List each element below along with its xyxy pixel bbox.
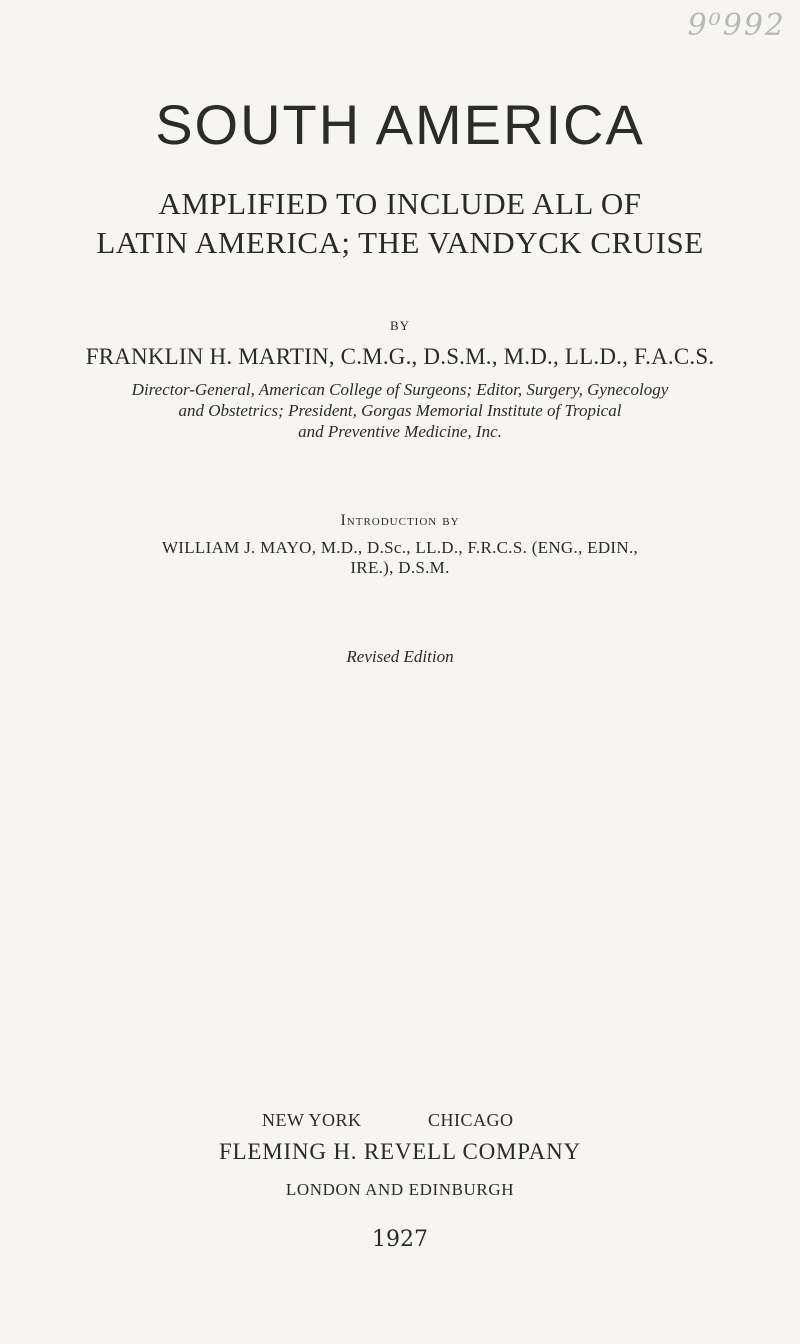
introduction-author-line-1: WILLIAM J. MAYO, M.D., D.Sc., LL.D., F.R.C.S. (ENG., EDIN.,: [161, 538, 639, 557]
author-credentials-line-2: and Obstetrics; President, Gorgas Memorial Institute of Tropical: [178, 401, 622, 420]
author-credentials-line-3: and Preventive Medicine, Inc.: [298, 422, 502, 441]
author-credentials-line-1: Director-General, American College of Surgeons; Editor, Surgery, Gynecology: [131, 380, 669, 399]
publisher-name: FLEMING H. REVELL COMPANY: [218, 1139, 582, 1164]
introduction-heading: Introduction by: [340, 512, 460, 529]
edition-label: Revised Edition: [346, 647, 454, 666]
by-label: BY: [389, 318, 411, 333]
subtitle-line-1: AMPLIFIED TO INCLUDE ALL OF: [158, 186, 642, 221]
imprint-city-chicago: CHICAGO: [428, 1110, 514, 1130]
introduction-author-line-2: IRE.), D.S.M.: [350, 558, 450, 577]
author-name: FRANKLIN H. MARTIN, C.M.G., D.S.M., M.D., LL.D., F.A.C.S.: [85, 344, 715, 369]
imprint-city-new-york: NEW YORK: [262, 1110, 362, 1130]
publisher-locations: LONDON AND EDINBURGH: [285, 1180, 515, 1199]
catalog-mark: 9⁰992: [687, 8, 786, 43]
subtitle-line-2: LATIN AMERICA; THE VANDYCK CRUISE: [96, 225, 704, 260]
publication-year: 1927: [372, 1227, 428, 1252]
book-title: SOUTH AMERICA: [155, 93, 645, 156]
